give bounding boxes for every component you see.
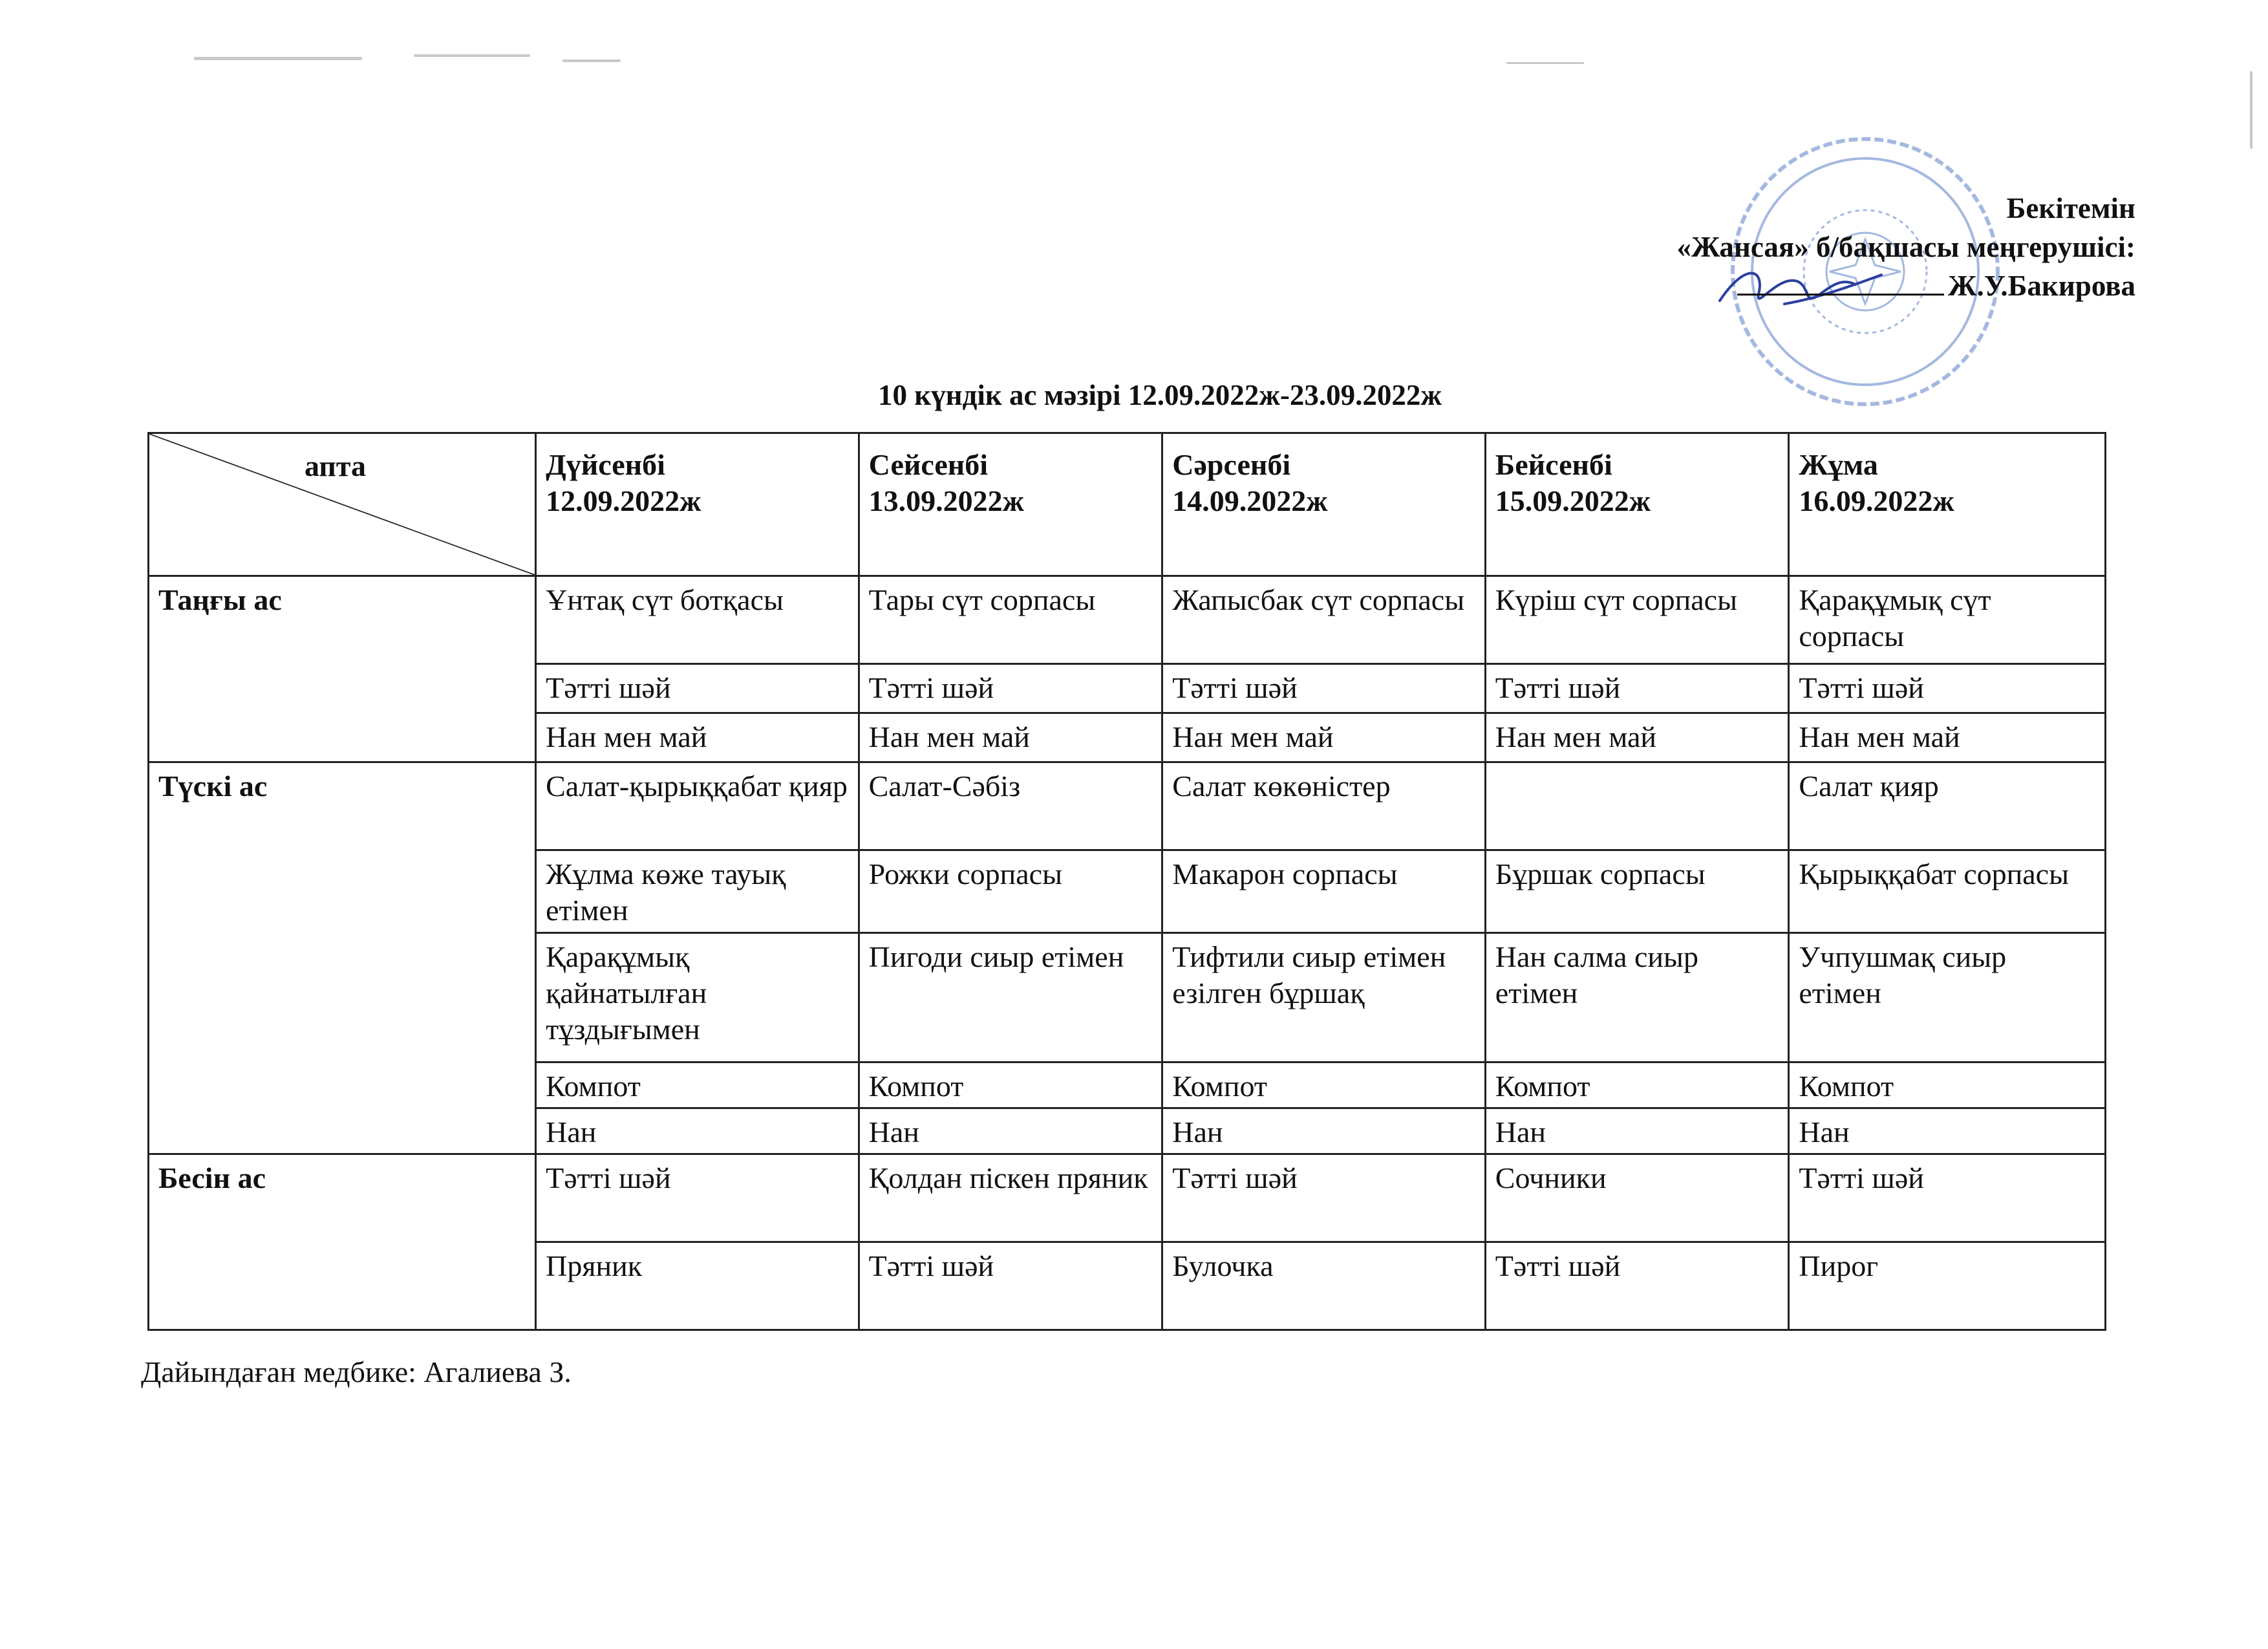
- dish-cell: Рожки сорпасы: [859, 850, 1162, 933]
- dish-cell: Нан мен май: [1789, 713, 2106, 762]
- dish-cell: Тәтті шәй: [536, 1154, 859, 1242]
- day-header: [1162, 433, 1486, 576]
- day-header: [1789, 433, 2106, 576]
- dish-cell: Тәтті шәй: [536, 664, 859, 713]
- dish-cell: Салат көкөністер: [1162, 762, 1486, 850]
- dish-cell: Тәтті шәй: [1485, 664, 1789, 713]
- dish-cell: Нан мен май: [859, 713, 1162, 762]
- day-name: Дүйсенбі: [546, 448, 665, 481]
- day-date: 14.09.2022ж: [1172, 484, 1328, 517]
- approval-line-2: «Жансая» б/бақшасы меңгерушісі:: [1676, 231, 2135, 263]
- dish-cell: Нан: [1162, 1108, 1486, 1154]
- day-name: Бейсенбі: [1495, 448, 1612, 481]
- dish-cell: Тәтті шәй: [859, 1242, 1162, 1330]
- dish-cell: Тәтті шәй: [1162, 1154, 1486, 1242]
- dish-cell: Бұршак сорпасы: [1485, 850, 1789, 933]
- dish-cell: [1485, 762, 1789, 850]
- dish-cell: Булочка: [1162, 1242, 1486, 1330]
- approval-line-1: Бекітемін: [2006, 192, 2135, 224]
- signature-line: [1737, 274, 1944, 296]
- dish-cell: Қолдан піскен пряник: [859, 1154, 1162, 1242]
- dish-cell: Салат-Сәбіз: [859, 762, 1162, 850]
- dish-cell: Нан мен май: [536, 713, 859, 762]
- meal-lunch: Түскі ас: [149, 762, 536, 1154]
- dish-cell: Компот: [1789, 1062, 2106, 1108]
- dish-cell: Тәтті шәй: [1789, 664, 2106, 713]
- scan-artifact: [2250, 71, 2252, 149]
- dish-cell: Нан: [1485, 1108, 1789, 1154]
- dish-cell: Тары сүт сорпасы: [859, 576, 1162, 664]
- dish-cell: Компот: [536, 1062, 859, 1108]
- day-date: 16.09.2022ж: [1799, 484, 1954, 517]
- day-name: Сейсенбі: [868, 448, 989, 481]
- dish-cell: Компот: [859, 1062, 1162, 1108]
- dish-cell: Макарон сорпасы: [1162, 850, 1486, 933]
- scan-artifact: [194, 57, 362, 60]
- approver-name: Ж.У.Бакирова: [1948, 270, 2135, 302]
- scan-artifact: [1506, 62, 1584, 64]
- week-label: апта: [305, 449, 367, 482]
- dish-cell: Салат қияр: [1789, 762, 2106, 850]
- approval-line-3: [1360, 266, 2135, 305]
- day-header: [859, 433, 1162, 576]
- page-title: 10 күндік ас мәзірі 12.09.2022ж-23.09.2022ж: [877, 379, 1442, 411]
- footer-prepared-by: Дайындаған медбике: Агалиева З.: [141, 1355, 572, 1388]
- meal-afternoon-snack: Бесін ас: [149, 1154, 536, 1330]
- dish-cell: Салат-қырыққабат қияр: [536, 762, 859, 850]
- dish-cell: Нан: [536, 1108, 859, 1154]
- day-name: Жұма: [1799, 448, 1878, 481]
- dish-cell: Тәтті шәй: [1789, 1154, 2106, 1242]
- dish-cell: Пигоди сиыр етімен: [859, 933, 1162, 1062]
- dish-cell: Пряник: [536, 1242, 859, 1330]
- dish-cell: Тәтті шәй: [1162, 664, 1486, 713]
- dish-cell: Тифтили сиыр етімен езілген бұршақ: [1162, 933, 1486, 1062]
- corner-cell: [149, 433, 536, 576]
- dish-cell: Нан: [859, 1108, 1162, 1154]
- day-header: [1485, 433, 1789, 576]
- day-date: 13.09.2022ж: [868, 484, 1025, 517]
- scan-artifact: [562, 59, 621, 62]
- dish-cell: Қарақұмық қайнатылған тұздығымен: [536, 933, 859, 1062]
- dish-cell: Нан мен май: [1162, 713, 1486, 762]
- dish-cell: Жапысбак сүт сорпасы: [1162, 576, 1486, 664]
- dish-cell: Жұлма көже тауық етімен: [536, 850, 859, 933]
- table-row: [149, 762, 2106, 850]
- header-row: [149, 433, 2106, 576]
- day-name: Сәрсенбі: [1172, 448, 1291, 481]
- approval-block: [1360, 189, 2135, 305]
- dish-cell: Компот: [1485, 1062, 1789, 1108]
- dish-cell: Пирог: [1789, 1242, 2106, 1330]
- menu-table: [147, 432, 2106, 1331]
- dish-cell: Ұнтақ сүт ботқасы: [536, 576, 859, 664]
- table-row: [149, 1154, 2106, 1242]
- dish-cell: Қарақұмық сүт сорпасы: [1789, 576, 2106, 664]
- day-header: [536, 433, 859, 576]
- meal-breakfast: Таңғы ас: [149, 576, 536, 762]
- dish-cell: Қырыққабат сорпасы: [1789, 850, 2106, 933]
- dish-cell: Тәтті шәй: [1485, 1242, 1789, 1330]
- day-date: 15.09.2022ж: [1495, 484, 1651, 517]
- dish-cell: Учпушмақ сиыр етімен: [1789, 933, 2106, 1062]
- dish-cell: Нан: [1789, 1108, 2106, 1154]
- day-date: 12.09.2022ж: [546, 484, 701, 517]
- dish-cell: Тәтті шәй: [859, 664, 1162, 713]
- dish-cell: Нан мен май: [1485, 713, 1789, 762]
- dish-cell: Компот: [1162, 1062, 1486, 1108]
- dish-cell: Күріш сүт сорпасы: [1485, 576, 1789, 664]
- scan-artifact: [414, 54, 530, 57]
- dish-cell: Сочники: [1485, 1154, 1789, 1242]
- table-row: [149, 576, 2106, 664]
- dish-cell: Нан салма сиыр етімен: [1485, 933, 1789, 1062]
